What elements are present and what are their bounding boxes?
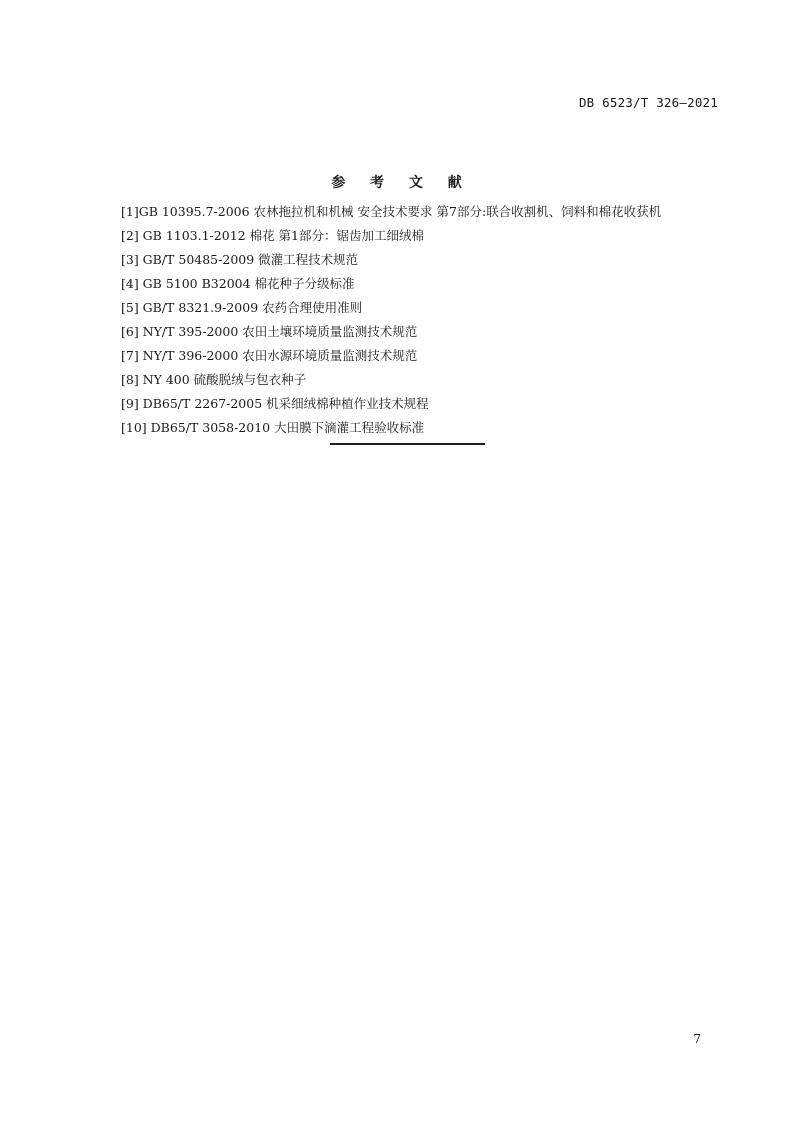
section-title: 参 考 文 献: [331, 175, 472, 191]
page-number: 7: [693, 1032, 701, 1046]
reference-list: [121, 200, 731, 440]
reference-item: [4] GB 5100 B32004 棉花种子分级标准: [121, 276, 355, 291]
reference-item: [8] NY 400 硫酸脱绒与包衣种子: [121, 372, 307, 387]
reference-item: [1]GB 10395.7-2006 农林拖拉机和机械 安全技术要求 第7部分:联合收割机、饲料和棉花收获机: [121, 204, 662, 219]
reference-item: [5] GB/T 8321.9-2009 农药合理使用准则: [121, 300, 363, 315]
reference-item: [6] NY/T 395-2000 农田土壤环境质量监测技术规范: [121, 324, 418, 339]
reference-item: [10] DB65/T 3058-2010 大田膜下滴灌工程验收标准: [121, 420, 425, 435]
reference-item: [3] GB/T 50485-2009 微灌工程技术规范: [121, 252, 359, 267]
reference-item: [2] GB 1103.1-2012 棉花 第1部分：锯齿加工细绒棉: [121, 228, 424, 243]
document-code: DB 6523/T 326—2021: [578, 95, 718, 110]
reference-item: [7] NY/T 396-2000 农田水源环境质量监测技术规范: [121, 348, 418, 363]
reference-item: [9] DB65/T 2267-2005 机采细绒棉种植作业技术规程: [121, 396, 429, 411]
end-divider: [330, 443, 485, 445]
